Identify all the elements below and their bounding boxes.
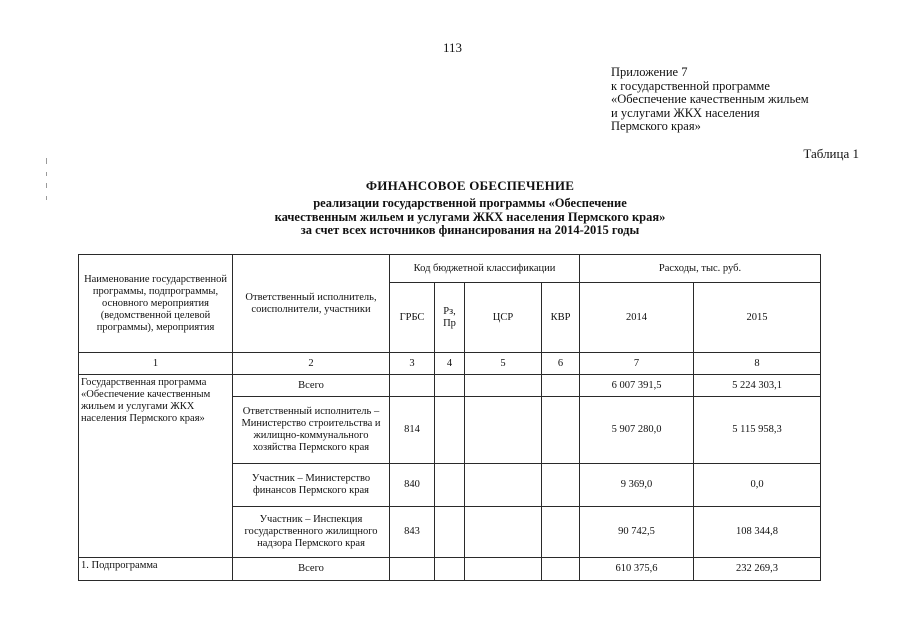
rz-pr-cell [435, 558, 465, 581]
header-executor: Ответственный исполнитель, соисполнители, участники [233, 255, 390, 353]
appendix-line: Приложение 7 [611, 65, 688, 79]
expense-2015-cell: 5 224 303,1 [694, 375, 821, 397]
program-name-cell: Государственная программа «Обеспечение качественным жильем и услугами ЖКХ населения Пермского края» [79, 375, 233, 558]
csr-cell [465, 558, 542, 581]
csr-cell [465, 375, 542, 397]
subtitle-line: за счет всех источников финансирования на 2014-2015 годы [300, 223, 640, 237]
header-year-2014: 2014 [580, 283, 694, 353]
expense-2015-cell: 232 269,3 [694, 558, 821, 581]
table-label: Таблица 1 [803, 146, 859, 161]
document-title: ФИНАНСОВОЕ ОБЕСПЕЧЕНИЕ [365, 178, 575, 193]
grbs-cell [390, 375, 435, 397]
header-year-2015: 2015 [694, 283, 821, 353]
csr-cell [465, 397, 542, 464]
rz-pr-cell [435, 464, 465, 507]
executor-cell: Всего [233, 558, 390, 581]
expense-2014-cell: 90 742,5 [580, 507, 694, 558]
executor-cell: Участник – Министерство финансов Пермского края [233, 464, 390, 507]
kvr-cell [542, 375, 580, 397]
column-number: 4 [435, 353, 465, 375]
column-number: 3 [390, 353, 435, 375]
executor-cell: Участник – Инспекция государственного жилищного надзора Пермского края [233, 507, 390, 558]
table-header-row [79, 255, 821, 283]
expense-2014-cell: 5 907 280,0 [580, 397, 694, 464]
table-row [79, 558, 821, 581]
column-number: 2 [233, 353, 390, 375]
financing-table [78, 254, 821, 581]
header-grbs: ГРБС [390, 283, 435, 353]
appendix-line: к государственной программе [611, 78, 770, 93]
column-number: 7 [580, 353, 694, 375]
header-kvr: КВР [542, 283, 580, 353]
kvr-cell [542, 558, 580, 581]
header-name: Наименование государственной программы, подпрограммы, основного мероприятия (ведомственной целевой программы), мероприятия [79, 255, 233, 353]
appendix-line: Пермского края» [611, 119, 701, 134]
executor-cell: Всего [233, 375, 390, 397]
expense-2015-cell: 108 344,8 [694, 507, 821, 558]
subtitle-line: качественным жильем и услугами ЖКХ населения Пермского края» [274, 209, 666, 224]
rz-pr-cell [435, 397, 465, 464]
header-expenses: Расходы, тыс. руб. [580, 255, 821, 283]
grbs-cell: 843 [390, 507, 435, 558]
rz-pr-cell [435, 375, 465, 397]
csr-cell [465, 507, 542, 558]
csr-cell [465, 464, 542, 507]
appendix-line: «Обеспечение качественным жильем [611, 92, 809, 107]
expense-2014-cell: 9 369,0 [580, 464, 694, 507]
document-subtitle [0, 197, 905, 238]
kvr-cell [542, 464, 580, 507]
column-number: 6 [542, 353, 580, 375]
expense-2015-cell: 0,0 [694, 464, 821, 507]
appendix-note [611, 66, 871, 134]
kvr-cell [542, 507, 580, 558]
table-row [79, 375, 821, 397]
kvr-cell [542, 397, 580, 464]
expense-2014-cell: 610 375,6 [580, 558, 694, 581]
expense-2015-cell: 5 115 958,3 [694, 397, 821, 464]
header-csr: ЦСР [465, 283, 542, 353]
header-rz-pr: Рз, Пр [435, 283, 465, 353]
column-number: 1 [79, 353, 233, 375]
grbs-cell: 814 [390, 397, 435, 464]
expense-2014-cell: 6 007 391,5 [580, 375, 694, 397]
executor-cell: Ответственный исполнитель – Министерство строительства и жилищно-коммунального хозяйства Пермского края [233, 397, 390, 464]
page-number: 113 [442, 40, 463, 55]
header-budget-code: Код бюджетной классификации [390, 255, 580, 283]
column-number: 5 [465, 353, 542, 375]
grbs-cell [390, 558, 435, 581]
grbs-cell: 840 [390, 464, 435, 507]
subprogram-name-cell: 1. Подпрограмма [79, 558, 233, 581]
appendix-line: и услугами ЖКХ населения [611, 105, 760, 120]
column-number-row [79, 353, 821, 375]
rz-pr-cell [435, 507, 465, 558]
column-number: 8 [694, 353, 821, 375]
subtitle-line: реализации государственной программы «Обеспечение [313, 196, 627, 210]
